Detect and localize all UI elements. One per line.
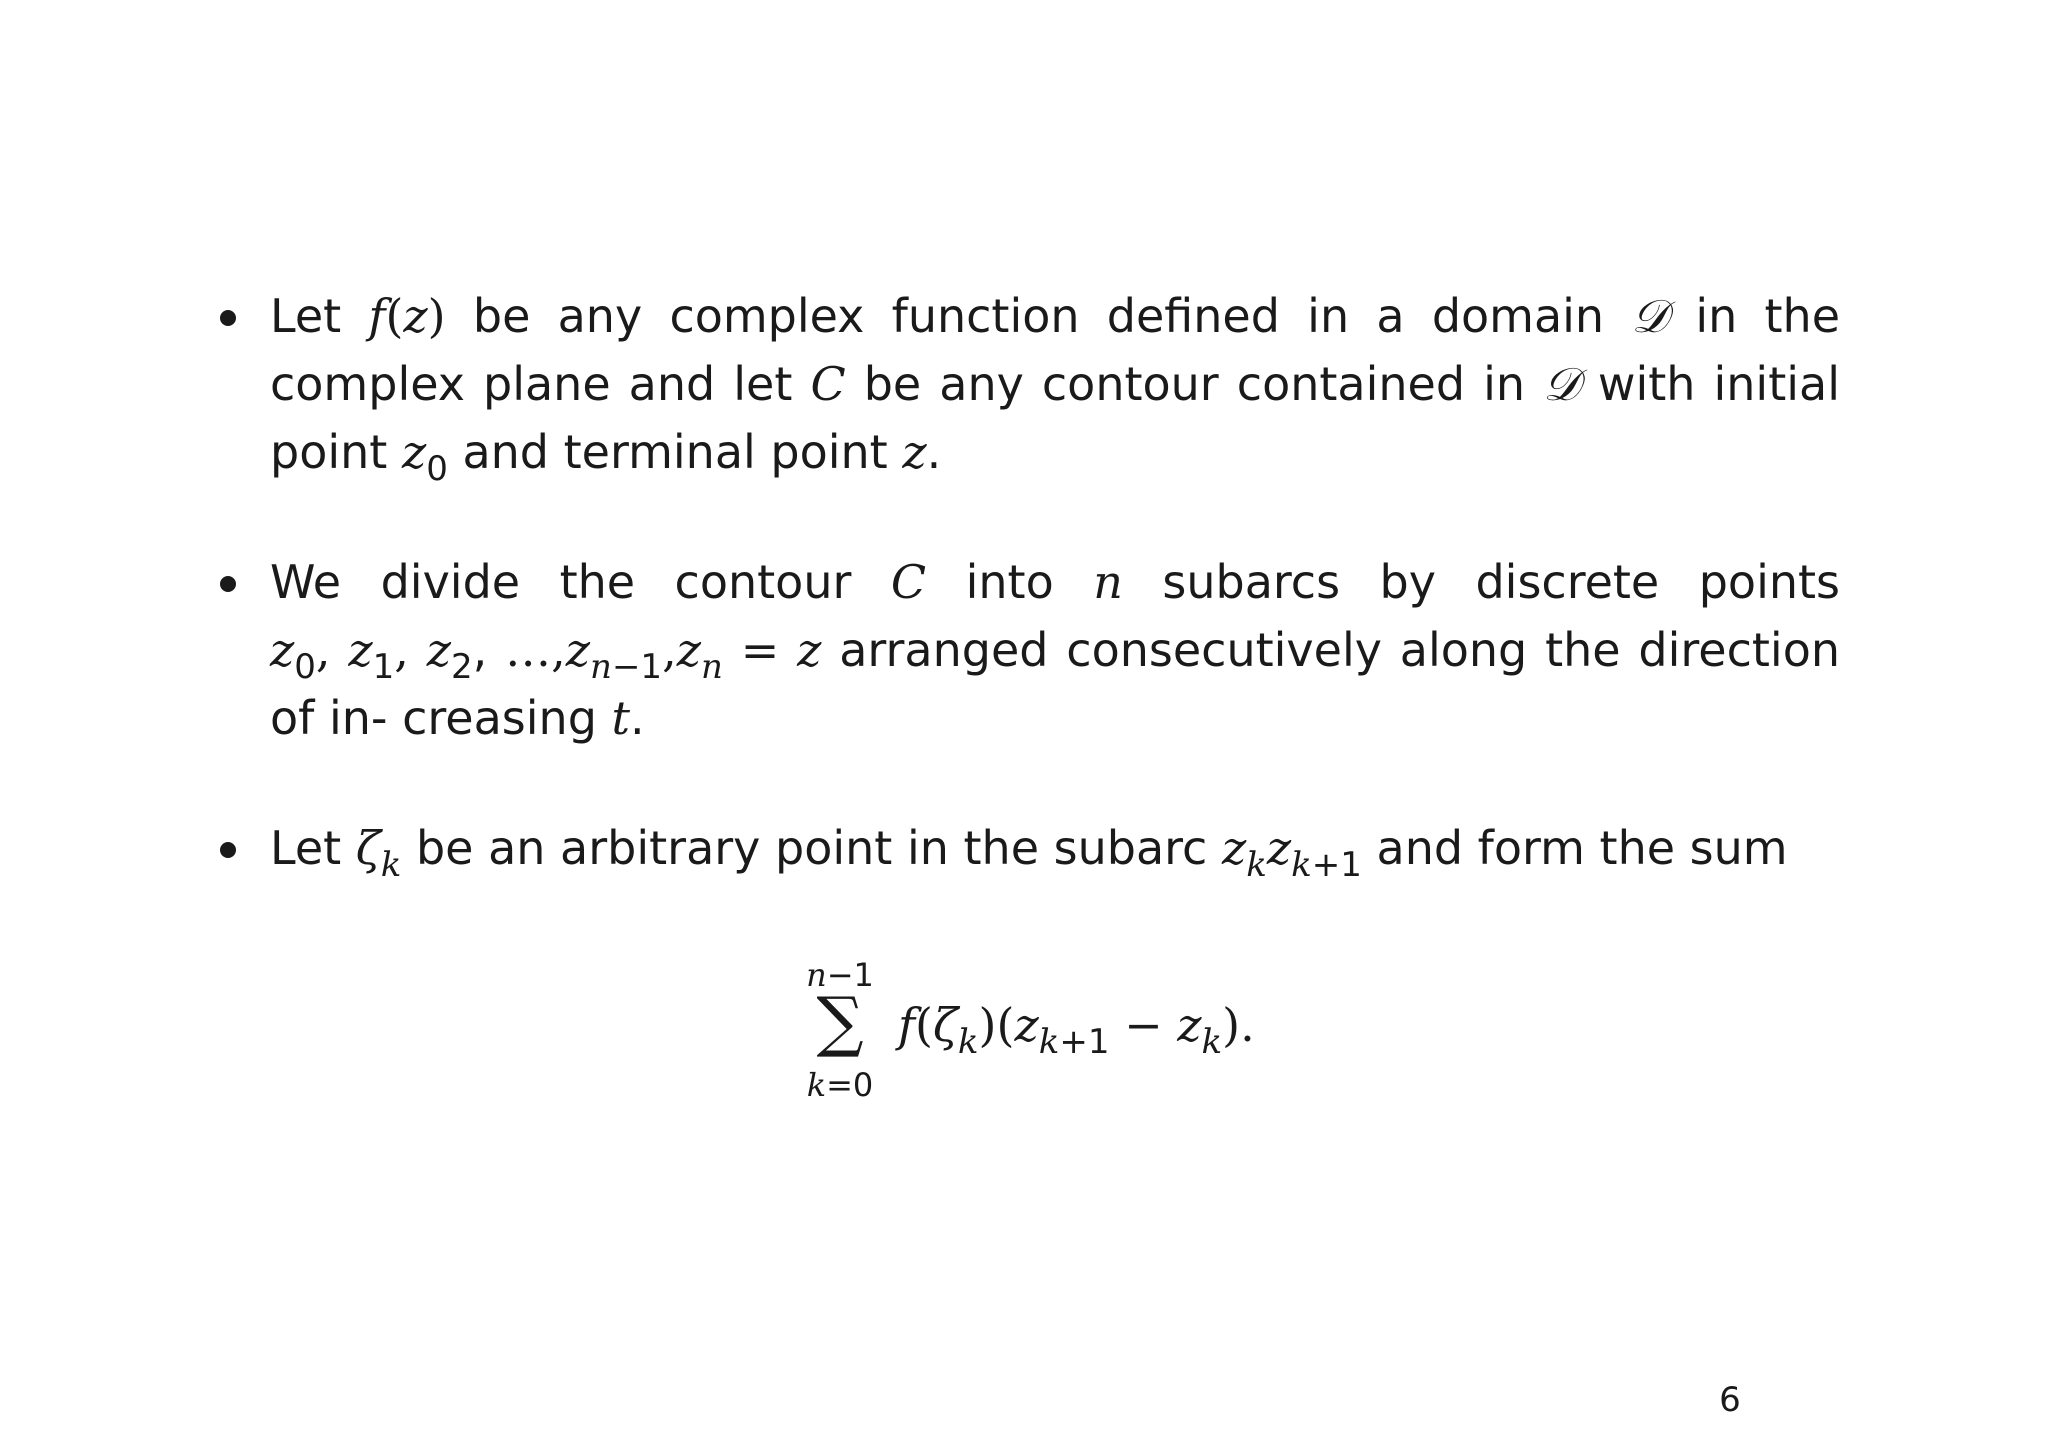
minus: − bbox=[1109, 998, 1178, 1052]
point-list-end bbox=[505, 623, 822, 687]
math-paren: ) bbox=[427, 289, 446, 343]
math-paren: )( bbox=[978, 998, 1015, 1052]
text: . bbox=[926, 425, 942, 479]
bullet-item-3 bbox=[270, 814, 1840, 885]
bullet-dot bbox=[220, 576, 236, 592]
separator: , bbox=[472, 623, 506, 677]
subscript bbox=[1246, 845, 1267, 885]
limit-var: n bbox=[806, 956, 827, 994]
subscript bbox=[1039, 1022, 1110, 1062]
separator: , bbox=[315, 623, 349, 677]
bullet-item-2 bbox=[270, 548, 1840, 752]
subscript-var: k bbox=[380, 844, 402, 885]
math-z: z bbox=[348, 623, 373, 677]
math-z: z bbox=[565, 623, 590, 677]
math-zeta: ζ bbox=[932, 998, 958, 1052]
text: and form the sum bbox=[1361, 821, 1788, 875]
subscript-rest: +1 bbox=[1059, 1021, 1110, 1062]
subscript-var: n bbox=[700, 646, 723, 687]
bullet-dot bbox=[220, 842, 236, 858]
ellipsis: …, bbox=[505, 623, 566, 677]
text: Let bbox=[270, 289, 369, 343]
limit-var: k bbox=[806, 1066, 827, 1104]
subscript-rest: −1 bbox=[611, 646, 663, 687]
subscript bbox=[381, 845, 402, 885]
math-C: C bbox=[890, 555, 927, 609]
text: Let bbox=[270, 821, 356, 875]
text: and terminal point bbox=[447, 425, 903, 479]
subscript-var: k bbox=[1201, 1021, 1223, 1062]
separator: , bbox=[662, 623, 677, 677]
subscript bbox=[1202, 1022, 1223, 1062]
text: arranged consecutively along the direction of in- creasing bbox=[270, 623, 1841, 745]
math-zeta: ζ bbox=[355, 821, 381, 875]
text: be an arbitrary point in the subarc bbox=[401, 821, 1222, 875]
subscript bbox=[701, 647, 723, 687]
text: . bbox=[630, 691, 645, 745]
sum-body bbox=[898, 995, 1255, 1062]
math-z: z bbox=[403, 289, 428, 343]
subscript-rest: +1 bbox=[1311, 844, 1362, 885]
sigma-symbol: ∑ bbox=[816, 983, 864, 1060]
math-z: z bbox=[676, 623, 701, 677]
limit-rest: =0 bbox=[826, 1066, 874, 1104]
subscript: 1 bbox=[372, 646, 395, 687]
math-paren: ( bbox=[385, 289, 404, 343]
math-z0: z bbox=[401, 425, 427, 479]
subscript bbox=[590, 647, 662, 687]
sum-lower-limit bbox=[790, 1065, 890, 1105]
text: with initial point bbox=[270, 357, 1840, 479]
point-list bbox=[270, 623, 506, 687]
math-z: z bbox=[1014, 998, 1039, 1052]
math-z: z bbox=[902, 425, 927, 479]
bullet-dot bbox=[220, 310, 236, 326]
math-C: C bbox=[810, 357, 846, 411]
bullet-item-1 bbox=[270, 282, 1840, 489]
math-z: z bbox=[270, 623, 295, 677]
separator: , bbox=[394, 623, 427, 677]
math-z: z bbox=[797, 623, 822, 677]
math-paren: ). bbox=[1222, 998, 1255, 1052]
math-n: n bbox=[1093, 555, 1123, 609]
limit-rest: −1 bbox=[826, 956, 874, 994]
equals: = bbox=[722, 623, 798, 677]
text: in the complex plane and let bbox=[270, 289, 1840, 411]
math-t: t bbox=[611, 691, 631, 745]
math-domain-D: 𝒟 bbox=[1543, 357, 1580, 411]
math-f: f bbox=[898, 998, 916, 1052]
text: We divide the contour bbox=[270, 555, 891, 609]
math-z: z bbox=[1177, 998, 1202, 1052]
subscript-var: k bbox=[1038, 1021, 1060, 1062]
page-number: 6 bbox=[1719, 1380, 1741, 1420]
math-z: z bbox=[1266, 821, 1292, 875]
subscript-var: k bbox=[957, 1021, 979, 1062]
subscript bbox=[958, 1022, 979, 1062]
subscript-var: n bbox=[590, 646, 612, 687]
math-z: z bbox=[1221, 821, 1247, 875]
subscript-var: k bbox=[1291, 844, 1312, 885]
math-z: z bbox=[426, 623, 451, 677]
subarc bbox=[1221, 821, 1362, 885]
subscript: 0 bbox=[426, 448, 448, 489]
text: into bbox=[926, 555, 1094, 609]
subscript-var: k bbox=[1246, 844, 1267, 885]
math-paren: ( bbox=[915, 998, 933, 1052]
subscript: 2 bbox=[451, 646, 473, 687]
subscript bbox=[1291, 845, 1362, 885]
text: be any complex function defined in a domain bbox=[445, 289, 1632, 343]
text: be any contour contained in bbox=[845, 357, 1544, 411]
math-domain-D: 𝒟 bbox=[1631, 289, 1669, 343]
text: subarcs by discrete points bbox=[1122, 555, 1841, 609]
subscript: 0 bbox=[294, 646, 316, 687]
math-f: f bbox=[368, 289, 386, 343]
